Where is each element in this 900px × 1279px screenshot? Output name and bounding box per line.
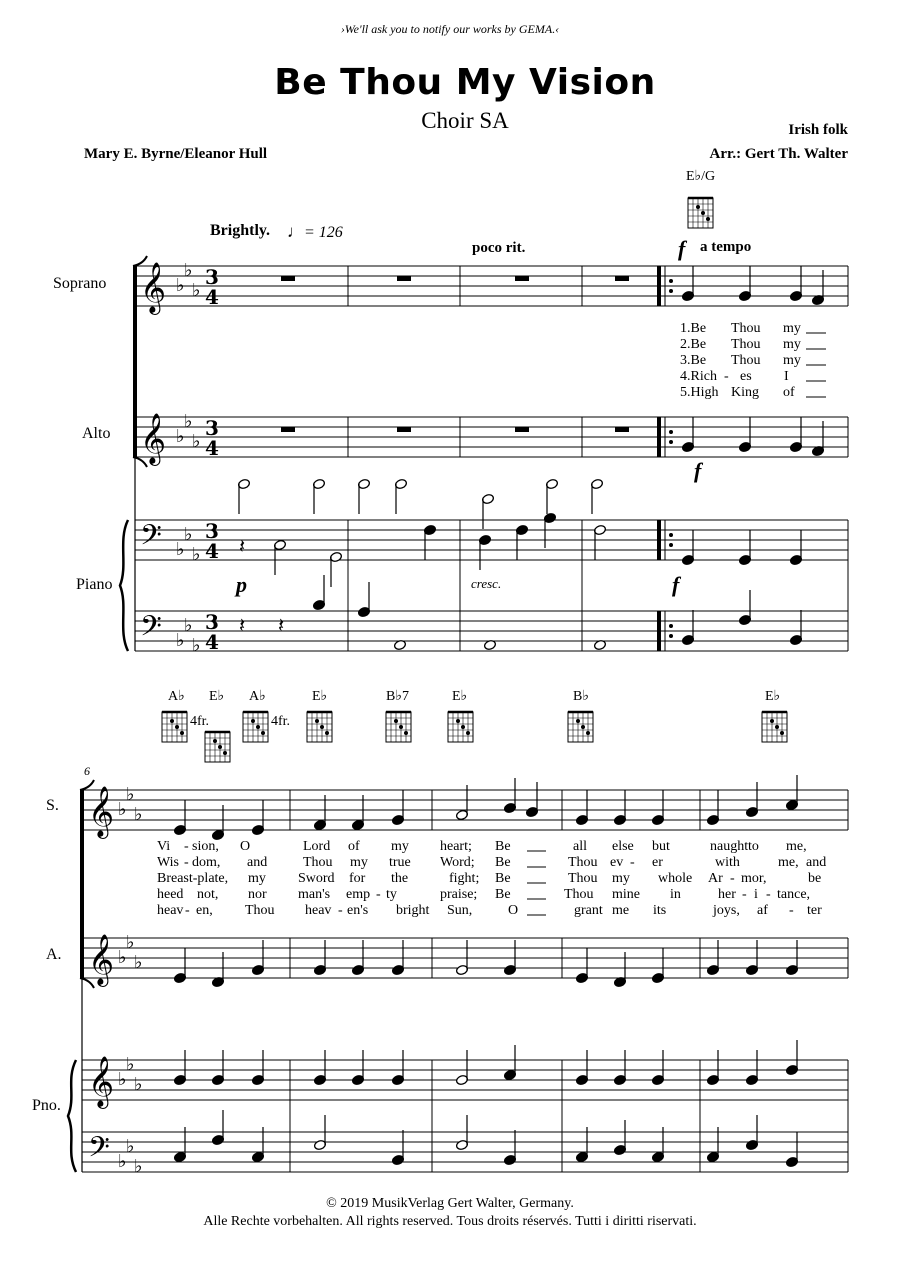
lyric-syllable: of [348, 839, 360, 854]
lyric-syllable: - [185, 903, 190, 918]
treble-clef-icon: 𝄞 [140, 413, 167, 464]
bass-clef-icon: 𝄢 [88, 1131, 110, 1171]
time-signature-numerator: 3 [205, 610, 219, 634]
chord-dot [213, 739, 217, 743]
lyric-syllable: Thou [568, 855, 598, 870]
chord-dot [770, 719, 774, 723]
lyric-syllable: Sun, [447, 903, 473, 918]
lyric-syllable: my [391, 839, 409, 854]
instrument-label-piano: Piano [76, 576, 113, 593]
bass-clef-icon: 𝄢 [140, 610, 162, 650]
lyricist: Mary E. Byrne/Eleanor Hull [84, 146, 268, 162]
lyric-syllable: bright [396, 903, 430, 918]
chord-dot [586, 731, 590, 735]
chord-dot [261, 731, 265, 735]
treble-clef-icon: 𝄞 [88, 1056, 115, 1107]
quarter-rest-icon: 𝄽 [278, 613, 285, 637]
lyric-syllable: my [350, 855, 368, 870]
piano-brace [120, 520, 128, 651]
lyric-syllable: emp [346, 887, 371, 902]
measure-number: 6 [84, 764, 90, 778]
flat-icon: ♭ [134, 952, 143, 973]
lyric-syllable: heav [157, 903, 184, 918]
lyric-syllable: 1.Be [680, 321, 707, 336]
lyric-syllable: Thou [564, 887, 594, 902]
flat-icon: ♭ [134, 1074, 143, 1095]
lyric-syllable: dom, [192, 855, 221, 870]
lyric-syllable: naught [710, 839, 749, 854]
chord-dot [576, 719, 580, 723]
time-signature-denominator: 4 [205, 436, 219, 460]
treble-clef-icon: 𝄞 [140, 262, 167, 313]
lyric-syllable: and [806, 855, 827, 870]
flat-icon: ♭ [118, 1151, 127, 1172]
chord-dot [223, 751, 227, 755]
lyric-syllable: 4.Rich [680, 369, 717, 384]
lyric-syllable: 2.Be [680, 337, 707, 352]
whole-rest [615, 276, 629, 281]
flat-icon: ♭ [126, 932, 135, 953]
lyric-syllable: - [184, 839, 189, 854]
repeat-dot [669, 543, 673, 547]
flat-icon: ♭ [176, 275, 185, 296]
lyric-syllable: - [730, 871, 735, 886]
lyric-syllable: O [508, 903, 519, 918]
lyric-syllable: me, [786, 839, 807, 854]
chord-dot [170, 719, 174, 723]
flat-icon: ♭ [184, 615, 193, 636]
chord-dot [461, 725, 465, 729]
flat-icon: ♭ [134, 804, 143, 825]
lyric-syllable: my [783, 321, 801, 336]
lyric-syllable: not, [197, 887, 219, 902]
lyric-syllable: Wis [157, 855, 179, 870]
lyric-syllable: be [808, 871, 822, 886]
instrument-label-piano-short: Pno. [32, 1097, 61, 1114]
time-signature-denominator: 4 [205, 285, 219, 309]
chord-symbol: A♭ [168, 689, 185, 704]
repeat-dot [669, 624, 673, 628]
chord-symbol: E♭/G [686, 169, 716, 184]
chord-diagram [307, 712, 332, 742]
chord-fret-label: 4fr. [271, 714, 291, 729]
whole-rest [515, 427, 529, 432]
arranger: Arr.: Gert Th. Walter [709, 146, 848, 162]
lyric-syllable: er [652, 855, 663, 870]
lyric-syllable: - [766, 887, 771, 902]
repeat-dot [669, 279, 673, 283]
lyric-syllable: its [653, 903, 667, 918]
lyric-syllable: praise; [440, 887, 478, 902]
treble-clef-icon: 𝄞 [88, 786, 115, 837]
flat-icon: ♭ [126, 784, 135, 805]
lyric-syllable: else [612, 839, 634, 854]
whole-rest [281, 427, 295, 432]
lyric-syllable: I [784, 369, 789, 384]
lyric-syllable: to [748, 839, 759, 854]
lyric-syllable: joys, [713, 903, 740, 918]
lyric-syllable: grant [574, 903, 603, 918]
lyric-syllable: 3.Be [680, 353, 707, 368]
lyric-syllable: in [670, 887, 681, 902]
time-signature-numerator: 3 [205, 416, 219, 440]
flat-icon: ♭ [192, 280, 201, 301]
dynamic-forte-alto: f [694, 458, 702, 483]
lyric-syllable: my [612, 871, 630, 886]
chord-symbol: E♭ [452, 689, 468, 704]
lyric-syllable: en's [347, 903, 369, 918]
origin: Irish folk [788, 122, 848, 138]
chord-dot [399, 725, 403, 729]
lyric-syllable: O [240, 839, 251, 854]
chord-dot [404, 731, 408, 735]
lyric-syllable: Be [495, 855, 511, 870]
flat-icon: ♭ [184, 260, 193, 281]
flat-icon: ♭ [118, 1069, 127, 1090]
chord-diagram [243, 712, 268, 742]
lyric-syllable: my [783, 353, 801, 368]
chord-dot [696, 205, 700, 209]
chord-fret-label: 4fr. [190, 714, 210, 729]
flat-icon: ♭ [126, 1054, 135, 1075]
lyric-syllable: sion, [192, 839, 219, 854]
lyric-syllable: of [783, 385, 795, 400]
tempo-word: Brightly. [210, 222, 271, 239]
chord-symbol: B♭7 [386, 689, 409, 704]
chord-diagram [162, 712, 187, 742]
quarter-note-icon: ♩ [287, 222, 304, 241]
lyric-syllable: ty [386, 887, 397, 902]
chord-dot [251, 719, 255, 723]
lyric-syllable: man's [298, 887, 331, 902]
gema-notice: ›We'll ask you to notify our works by GEMA.‹ [340, 22, 560, 36]
lyric-syllable: my [783, 337, 801, 352]
flat-icon: ♭ [126, 1136, 135, 1157]
repeat-dot [669, 430, 673, 434]
flat-icon: ♭ [192, 431, 201, 452]
chord-dot [218, 745, 222, 749]
flat-icon: ♭ [184, 411, 193, 432]
lyric-syllable: mine [612, 887, 640, 902]
lyric-syllable: Word; [440, 855, 475, 870]
chord-dot [581, 725, 585, 729]
lyric-syllable: Breast-plate, [157, 871, 229, 886]
lyric-syllable: Ar [708, 871, 723, 886]
chord-dot [775, 725, 779, 729]
lyric-syllable: tance, [777, 887, 811, 902]
flat-icon: ♭ [176, 630, 185, 651]
chord-symbol: E♭ [312, 689, 328, 704]
lyric-syllable: heart; [440, 839, 472, 854]
repeat-dot [669, 289, 673, 293]
flat-icon: ♭ [118, 799, 127, 820]
lyric-syllable: Vi [157, 839, 171, 854]
bass-clef-icon: 𝄢 [140, 519, 162, 559]
score-title: Be Thou My Vision [274, 62, 656, 103]
lyric-syllable: Lord [303, 839, 331, 854]
flat-icon: ♭ [134, 1156, 143, 1177]
chord-dot [466, 731, 470, 735]
instrument-label-soprano-short: S. [46, 797, 59, 814]
lyric-syllable: and [247, 855, 268, 870]
lyric-syllable: Sword [298, 871, 335, 886]
lyric-syllable: Thou [245, 903, 275, 918]
lyric-syllable: Thou [303, 855, 333, 870]
flat-icon: ♭ [118, 947, 127, 968]
lyric-syllable: whole [658, 871, 693, 886]
lyric-syllable: - [724, 369, 729, 384]
copyright: © 2019 MusikVerlag Gert Walter, Germany. [326, 1196, 574, 1211]
poco-rit: poco rit. [472, 240, 526, 256]
lyric-syllable: af [757, 903, 768, 918]
lyric-syllable: - [376, 887, 381, 902]
lyric-syllable: - [742, 887, 747, 902]
lyric-syllable: - [184, 855, 189, 870]
chord-diagram [448, 712, 473, 742]
dynamic-piano: p [236, 572, 247, 597]
lyric-syllable: ter [807, 903, 822, 918]
chord-dot [780, 731, 784, 735]
lyric-syllable: me [612, 903, 630, 918]
whole-rest [515, 276, 529, 281]
crescendo: cresc. [471, 576, 502, 591]
chord-dot [394, 719, 398, 723]
whole-rest [281, 276, 295, 281]
piano-brace [68, 1060, 76, 1172]
score-subtitle: Choir SA [421, 108, 509, 133]
flat-icon: ♭ [176, 539, 185, 560]
lyric-syllable: fight; [449, 871, 480, 886]
flat-icon: ♭ [176, 426, 185, 447]
lyric-syllable: with [715, 855, 740, 870]
dynamic-forte-soprano: f [678, 236, 686, 261]
lyric-syllable: mor, [741, 871, 767, 886]
lyric-syllable: but [652, 839, 670, 854]
lyric-syllable: 5.High [680, 385, 719, 400]
dynamic-forte-piano: f [672, 572, 680, 597]
repeat-dot [669, 634, 673, 638]
instrument-label-alto-short: A. [46, 946, 62, 963]
chord-dot [701, 211, 705, 215]
whole-rest [397, 276, 411, 281]
lyric-syllable: Be [495, 871, 511, 886]
lyric-syllable: Thou [568, 871, 598, 886]
chord-diagram [386, 712, 411, 742]
chord-dot [180, 731, 184, 735]
chord-symbol: E♭ [765, 689, 781, 704]
repeat-dot [669, 440, 673, 444]
lyric-syllable: for [349, 871, 366, 886]
chord-symbol: B♭ [573, 689, 589, 704]
lyric-syllable: ev [610, 855, 624, 870]
lyric-syllable: me, [778, 855, 799, 870]
lyric-syllable: heav [305, 903, 332, 918]
tempo-bpm: = 126 [304, 224, 343, 241]
lyric-syllable: en, [196, 903, 213, 918]
flat-icon: ♭ [192, 544, 201, 565]
lyric-syllable: - [630, 855, 635, 870]
lyric-syllable: - [789, 903, 794, 918]
lyric-syllable: - [338, 903, 343, 918]
repeat-dot [669, 533, 673, 537]
lyric-syllable: her [718, 887, 736, 902]
chord-dot [320, 725, 324, 729]
chord-symbol: E♭ [209, 689, 225, 704]
chord-dot [325, 731, 329, 735]
whole-rest [397, 427, 411, 432]
lyric-syllable: my [248, 871, 266, 886]
chord-dot [256, 725, 260, 729]
lyric-syllable: all [573, 839, 587, 854]
lyric-syllable: Be [495, 887, 511, 902]
chord-dot [175, 725, 179, 729]
instrument-label-soprano: Soprano [53, 275, 107, 292]
time-signature-numerator: 3 [205, 519, 219, 543]
instrument-label-alto: Alto [82, 425, 111, 442]
chord-dot [706, 217, 710, 221]
lyric-syllable: heed [157, 887, 184, 902]
lyric-syllable: nor [248, 887, 267, 902]
chord-diagram [205, 732, 230, 762]
lyric-syllable: Thou [731, 337, 761, 352]
time-signature-denominator: 4 [205, 539, 219, 563]
quarter-rest-icon: 𝄽 [239, 613, 246, 637]
time-signature-denominator: 4 [205, 630, 219, 654]
lyric-syllable: i [754, 887, 758, 902]
lyric-syllable: true [389, 855, 411, 870]
chord-dot [315, 719, 319, 723]
lyric-syllable: the [391, 871, 409, 886]
quarter-rest-icon: 𝄽 [239, 534, 246, 558]
lyric-syllable: Thou [731, 353, 761, 368]
flat-icon: ♭ [192, 635, 201, 656]
lyric-syllable: es [740, 369, 752, 384]
rights-notice: Alle Rechte vorbehalten. All rights reserved. Tous droits réservés. Tutti i diritti riservati. [203, 1214, 697, 1229]
a-tempo: a tempo [700, 239, 752, 255]
lyric-syllable: King [731, 385, 759, 400]
time-signature-numerator: 3 [205, 265, 219, 289]
flat-icon: ♭ [184, 524, 193, 545]
lyric-syllable: Thou [731, 321, 761, 336]
whole-rest [615, 427, 629, 432]
chord-diagram [762, 712, 787, 742]
chord-diagram [568, 712, 593, 742]
chord-diagram [688, 198, 713, 228]
treble-clef-icon: 𝄞 [88, 934, 115, 985]
chord-symbol: A♭ [249, 689, 266, 704]
lyric-syllable: Be [495, 839, 511, 854]
chord-dot [456, 719, 460, 723]
